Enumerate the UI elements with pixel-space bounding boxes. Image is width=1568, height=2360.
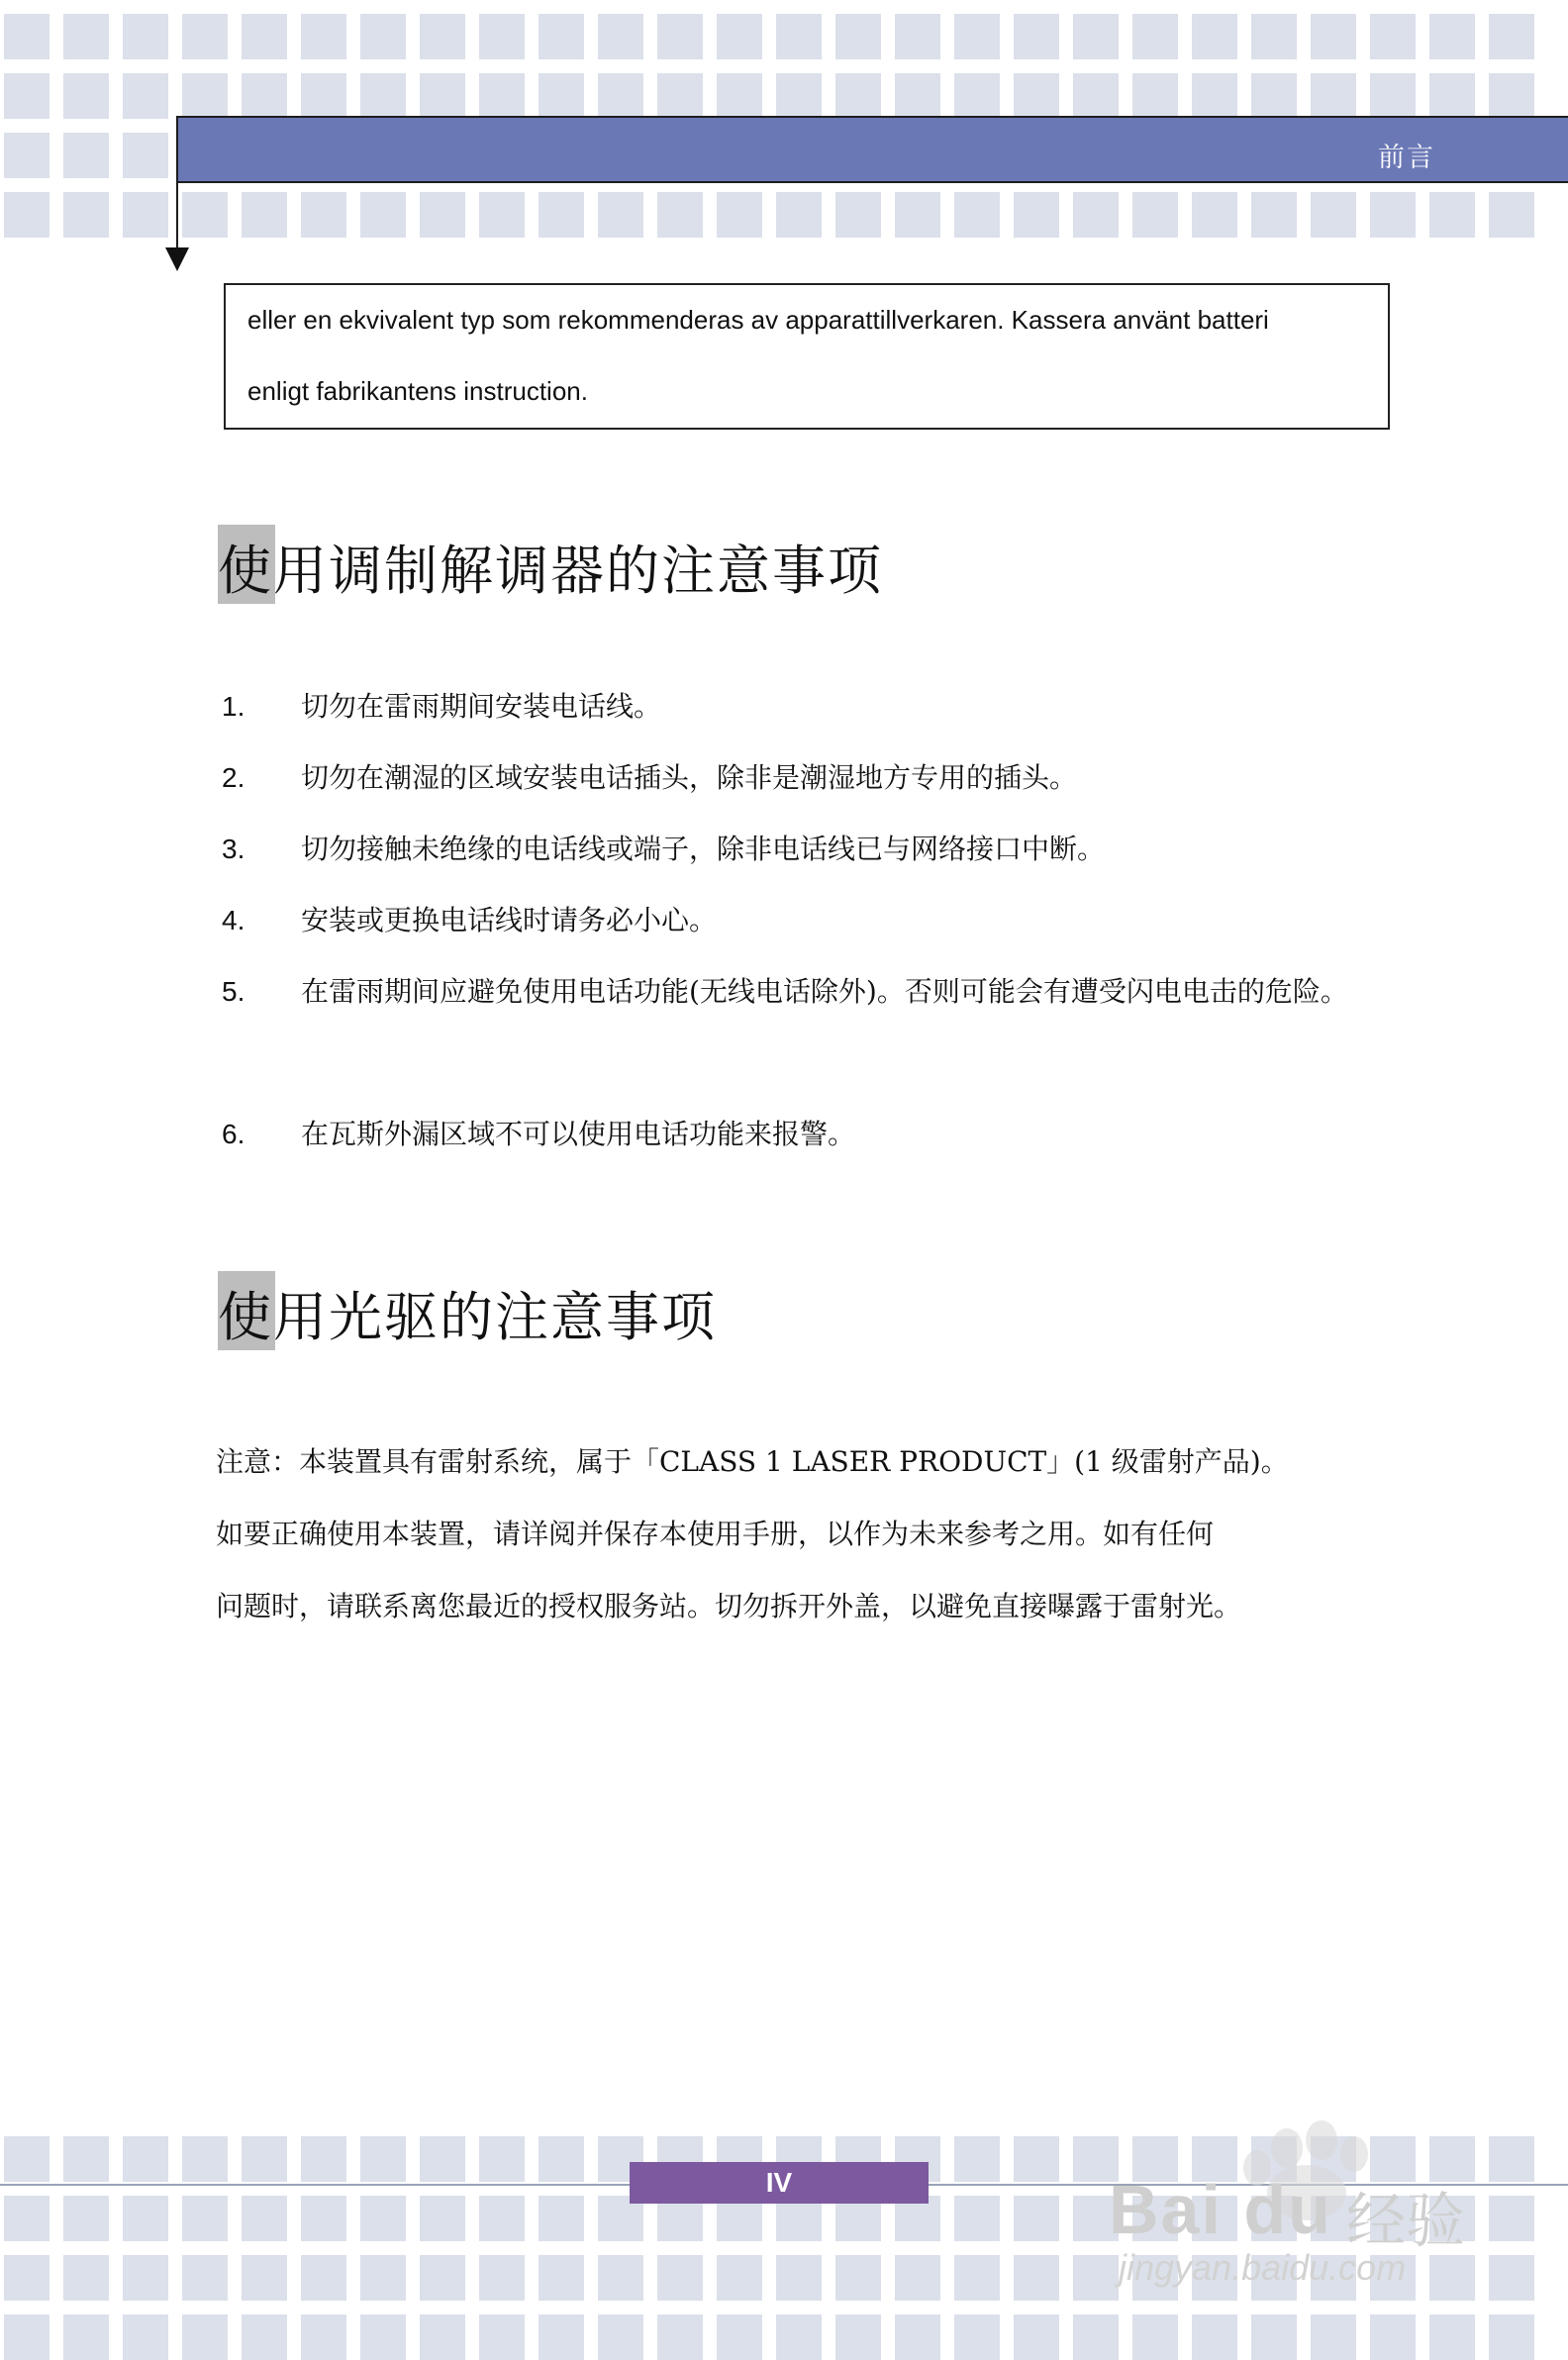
decorative-tile xyxy=(835,14,881,59)
decorative-tile xyxy=(182,192,228,238)
decorative-tile xyxy=(479,2136,525,2182)
notice-text-line: enligt fabrikantens instruction. xyxy=(247,376,588,406)
decorative-tile xyxy=(301,2314,346,2360)
decorative-tile xyxy=(479,2314,525,2360)
decorative-tile xyxy=(4,14,49,59)
decorative-tile xyxy=(539,192,584,238)
decorative-tile xyxy=(123,133,168,178)
list-item-number: 6. xyxy=(222,1119,245,1149)
decorative-tile xyxy=(301,73,346,119)
list-item-number: 1. xyxy=(222,691,245,722)
decorative-tile xyxy=(360,2136,406,2182)
decorative-tile xyxy=(776,192,822,238)
decorative-tile xyxy=(1073,14,1119,59)
decorative-tile xyxy=(539,2136,584,2182)
decorative-tile xyxy=(598,14,643,59)
decorative-tile xyxy=(1014,2136,1059,2182)
decorative-tile xyxy=(123,73,168,119)
decorative-tile xyxy=(1251,73,1297,119)
decorative-tile xyxy=(1073,192,1119,238)
decorative-tile xyxy=(539,2314,584,2360)
decorative-tile xyxy=(1370,192,1416,238)
notice-box xyxy=(224,283,1390,430)
decorative-tile xyxy=(1311,14,1356,59)
decorative-tile xyxy=(1251,192,1297,238)
decorative-tile xyxy=(360,2314,406,2360)
decorative-tile xyxy=(123,2196,168,2241)
decorative-tile xyxy=(954,73,1000,119)
decorative-tile xyxy=(360,2196,406,2241)
decorative-tile xyxy=(835,192,881,238)
decorative-tile xyxy=(835,2314,881,2360)
decorative-tile xyxy=(1489,14,1534,59)
decorative-tile xyxy=(1251,2314,1297,2360)
decorative-tile xyxy=(1370,14,1416,59)
decorative-tile xyxy=(479,2255,525,2301)
decorative-tile xyxy=(301,2255,346,2301)
decorative-tile xyxy=(242,2314,287,2360)
decorative-tile xyxy=(539,2196,584,2241)
decorative-tile xyxy=(717,192,762,238)
decorative-tile xyxy=(4,2196,49,2241)
decorative-tile xyxy=(123,14,168,59)
decorative-tile xyxy=(420,2136,465,2182)
decorative-tile xyxy=(717,73,762,119)
decorative-tile xyxy=(420,73,465,119)
decorative-tile xyxy=(301,2196,346,2241)
decorative-tile xyxy=(1073,2314,1119,2360)
decorative-tile xyxy=(1429,14,1475,59)
page-number: IV xyxy=(630,2162,929,2204)
decorative-tile xyxy=(63,14,109,59)
list-item-number: 3. xyxy=(222,834,245,864)
decorative-tile xyxy=(776,73,822,119)
decorative-tile xyxy=(182,2255,228,2301)
decorative-tile xyxy=(4,192,49,238)
decorative-tile xyxy=(1192,73,1237,119)
decorative-tile xyxy=(63,192,109,238)
decorative-tile xyxy=(123,2314,168,2360)
decorative-tile xyxy=(182,2136,228,2182)
decorative-tile xyxy=(182,14,228,59)
decorative-tile xyxy=(63,2255,109,2301)
decorative-tile xyxy=(1370,73,1416,119)
decorative-tile xyxy=(1429,73,1475,119)
decorative-tile xyxy=(1192,192,1237,238)
decorative-tile xyxy=(895,14,940,59)
decorative-tile xyxy=(1429,2314,1475,2360)
header-marker-line xyxy=(176,116,178,249)
decorative-tile xyxy=(360,2255,406,2301)
decorative-tile xyxy=(539,14,584,59)
decorative-tile xyxy=(4,2314,49,2360)
decorative-tile xyxy=(242,2136,287,2182)
decorative-tile xyxy=(657,2314,703,2360)
decorative-tile xyxy=(539,2255,584,2301)
decorative-tile xyxy=(63,73,109,119)
decorative-tile xyxy=(657,2255,703,2301)
decorative-tile xyxy=(420,14,465,59)
watermark-brand: Bai du xyxy=(1109,2171,1332,2248)
decorative-tile xyxy=(1132,192,1178,238)
list-item-number: 5. xyxy=(222,976,245,1007)
header-bar xyxy=(176,116,1568,183)
list-item-text: 安装或更换电话线时请务必小心。 xyxy=(301,904,718,936)
decorative-tile xyxy=(895,2314,940,2360)
decorative-tile xyxy=(1014,2255,1059,2301)
paragraph-line: 注意：本装置具有雷射系统，属于「CLASS 1 LASER PRODUCT」(1 级雷射产品)。 xyxy=(216,1445,1289,1478)
decorative-tile xyxy=(123,192,168,238)
decorative-tile xyxy=(123,2255,168,2301)
list-item-text: 切勿在潮湿的区域安装电话插头，除非是潮湿地方专用的插头。 xyxy=(301,761,1078,794)
decorative-tile xyxy=(301,2136,346,2182)
decorative-tile xyxy=(242,2196,287,2241)
decorative-tile xyxy=(479,14,525,59)
list-item-number: 4. xyxy=(222,905,245,935)
decorative-tile xyxy=(1132,73,1178,119)
decorative-tile xyxy=(717,2314,762,2360)
decorative-tile xyxy=(1014,2196,1059,2241)
modem-section-title: 使用调制解调器的注意事项 xyxy=(218,540,883,602)
decorative-tile xyxy=(360,73,406,119)
decorative-tile xyxy=(4,2255,49,2301)
list-item-text: 在瓦斯外漏区域不可以使用电话功能来报警。 xyxy=(301,1118,856,1150)
decorative-tile xyxy=(776,2255,822,2301)
optical-section-title: 使用光驱的注意事项 xyxy=(218,1286,717,1348)
decorative-tile xyxy=(835,2255,881,2301)
decorative-tile xyxy=(242,192,287,238)
decorative-tile xyxy=(539,73,584,119)
header-title: 前言 xyxy=(1378,143,1435,173)
decorative-tile xyxy=(123,2136,168,2182)
decorative-tile xyxy=(4,133,49,178)
watermark-brand-cn: 经验 xyxy=(1346,2187,1465,2256)
decorative-tile xyxy=(1014,192,1059,238)
decorative-tile xyxy=(301,14,346,59)
decorative-tile xyxy=(242,73,287,119)
decorative-tile xyxy=(954,2136,1000,2182)
decorative-tile xyxy=(420,192,465,238)
laser-notice-paragraph xyxy=(216,1426,1289,1642)
decorative-tile xyxy=(598,2314,643,2360)
decorative-tile xyxy=(954,192,1000,238)
list-item-text: 在雷雨期间应避免使用电话功能(无线电话除外)。否则可能会有遭受闪电电击的危险。 xyxy=(301,975,1348,1008)
decorative-tile xyxy=(717,2255,762,2301)
decorative-tile xyxy=(895,2255,940,2301)
decorative-tile xyxy=(1429,192,1475,238)
decorative-tile xyxy=(63,133,109,178)
decorative-tile xyxy=(1132,14,1178,59)
decorative-tile xyxy=(1311,2314,1356,2360)
decorative-tile xyxy=(420,2314,465,2360)
decorative-tile xyxy=(657,192,703,238)
decorative-tile xyxy=(598,192,643,238)
decorative-tile xyxy=(954,14,1000,59)
decorative-tile xyxy=(63,2136,109,2182)
decorative-tile xyxy=(1370,2314,1416,2360)
paragraph-line: 问题时，请联系离您最近的授权服务站。切勿拆开外盖，以避免直接曝露于雷射光。 xyxy=(216,1590,1242,1622)
decorative-tile xyxy=(895,73,940,119)
decorative-tile xyxy=(1073,73,1119,119)
decorative-tile xyxy=(479,73,525,119)
decorative-tile xyxy=(1311,192,1356,238)
decorative-tile xyxy=(954,2196,1000,2241)
decorative-tile xyxy=(301,192,346,238)
decorative-tile xyxy=(1192,14,1237,59)
decorative-tile xyxy=(1192,2314,1237,2360)
decorative-tile xyxy=(1489,73,1534,119)
decorative-tile xyxy=(360,192,406,238)
decorative-tile xyxy=(717,14,762,59)
decorative-tile xyxy=(4,73,49,119)
decorative-tile xyxy=(479,192,525,238)
decorative-tile xyxy=(954,2255,1000,2301)
notice-text-line: eller en ekvivalent typ som rekommenderas av apparattillverkaren. Kassera använt batteri xyxy=(247,305,1269,335)
decorative-tile xyxy=(63,2196,109,2241)
decorative-tile xyxy=(182,2196,228,2241)
decorative-tile xyxy=(776,14,822,59)
watermark-url: jingyan.baidu.com xyxy=(1119,2247,1407,2288)
decorative-tile xyxy=(1251,14,1297,59)
decorative-tile xyxy=(182,2314,228,2360)
decorative-tile xyxy=(895,192,940,238)
decorative-tile xyxy=(420,2196,465,2241)
decorative-tile xyxy=(954,2314,1000,2360)
paragraph-line: 如要正确使用本装置，请详阅并保存本使用手册，以作为未来参考之用。如有任何 xyxy=(216,1518,1215,1550)
decorative-tile xyxy=(1014,2314,1059,2360)
decorative-tile xyxy=(1489,2314,1534,2360)
list-item-text: 切勿在雷雨期间安装电话线。 xyxy=(301,690,662,723)
decorative-tile xyxy=(182,73,228,119)
decorative-tile xyxy=(242,14,287,59)
decorative-tile xyxy=(776,2314,822,2360)
list-item-text: 切勿接触未绝缘的电话线或端子，除非电话线已与网络接口中断。 xyxy=(301,833,1106,865)
decorative-tile xyxy=(4,2136,49,2182)
decorative-tile xyxy=(657,14,703,59)
decorative-tile xyxy=(1489,192,1534,238)
decorative-tile xyxy=(1311,73,1356,119)
decorative-tile xyxy=(598,2255,643,2301)
list-item-number: 2. xyxy=(222,762,245,793)
decorative-tile xyxy=(835,73,881,119)
decorative-tile xyxy=(63,2314,109,2360)
decorative-tile xyxy=(360,14,406,59)
decorative-tile xyxy=(1132,2314,1178,2360)
decorative-tile xyxy=(420,2255,465,2301)
decorative-tile xyxy=(1014,73,1059,119)
down-arrow-icon xyxy=(165,247,189,271)
decorative-tile xyxy=(479,2196,525,2241)
decorative-tile xyxy=(657,73,703,119)
decorative-tile xyxy=(242,2255,287,2301)
decorative-tile xyxy=(1014,14,1059,59)
decorative-tile xyxy=(598,73,643,119)
